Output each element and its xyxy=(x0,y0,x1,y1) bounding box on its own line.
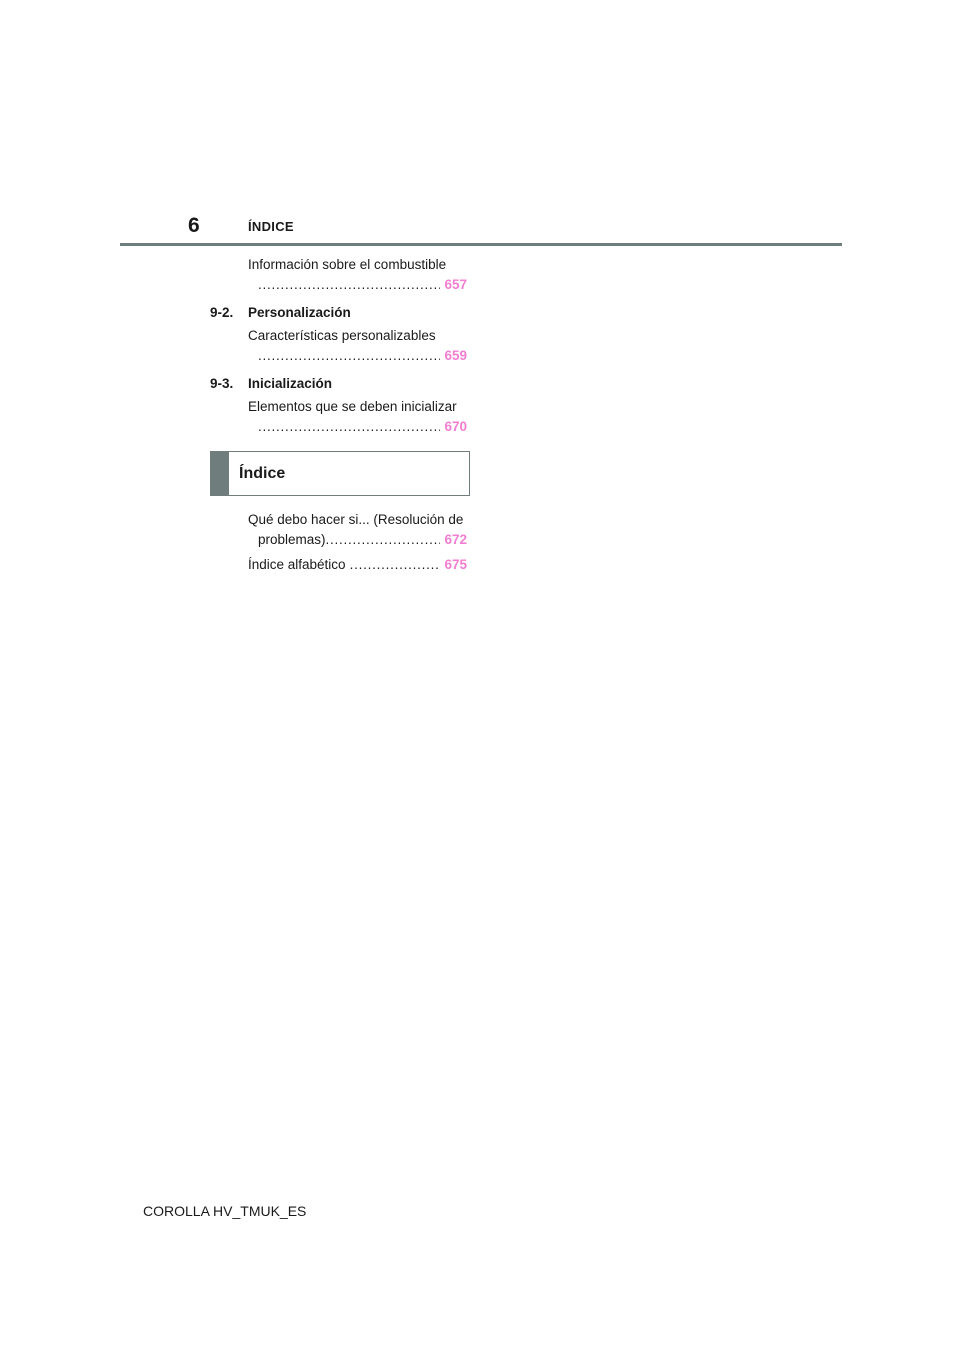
section-number: 9-3. xyxy=(210,376,234,391)
toc-entry-label: Información sobre el combustible xyxy=(248,257,447,272)
toc-page-link[interactable]: 675 xyxy=(444,557,467,572)
toc-entry-label-continued: problemas) xyxy=(258,532,326,547)
toc-entry-label: Características personalizables xyxy=(248,328,436,343)
toc-entry-custom-features[interactable] xyxy=(210,326,470,366)
toc-section-9-2[interactable] xyxy=(210,303,470,323)
header-divider xyxy=(120,243,842,246)
section-title: Inicialización xyxy=(248,376,333,391)
toc-page-link[interactable]: 670 xyxy=(444,419,467,434)
section-title: Personalización xyxy=(248,305,351,320)
chapter-heading-index[interactable] xyxy=(210,451,470,496)
toc-section-9-3[interactable] xyxy=(210,374,470,394)
dot-leader xyxy=(326,530,441,550)
toc-page-link[interactable]: 657 xyxy=(444,277,467,292)
page-number: 6 xyxy=(188,214,200,237)
toc-entry-alphabetical-index[interactable] xyxy=(210,555,470,575)
dot-leader xyxy=(346,555,441,575)
dot-leader xyxy=(258,346,440,366)
dot-leader xyxy=(258,275,440,295)
chapter-color-bar xyxy=(211,452,229,495)
toc-entry-troubleshooting[interactable] xyxy=(210,510,470,550)
toc-page-link[interactable]: 672 xyxy=(444,532,467,547)
toc-entry-label: Índice alfabético xyxy=(248,557,346,572)
header-title: ÍNDICE xyxy=(248,219,294,234)
toc-entry-label: Qué debo hacer si... (Resolución de xyxy=(248,512,464,527)
dot-leader xyxy=(258,417,440,437)
toc-entry-initialize-items[interactable] xyxy=(210,397,470,437)
toc-entry-label: Elementos que se deben inicializar xyxy=(248,399,457,414)
chapter-title: Índice xyxy=(239,464,286,482)
table-of-contents xyxy=(210,255,470,575)
footer-model-code: COROLLA HV_TMUK_ES xyxy=(143,1203,307,1219)
section-number: 9-2. xyxy=(210,305,234,320)
toc-entry-fuel-info[interactable] xyxy=(210,255,470,295)
toc-page-link[interactable]: 659 xyxy=(444,348,467,363)
